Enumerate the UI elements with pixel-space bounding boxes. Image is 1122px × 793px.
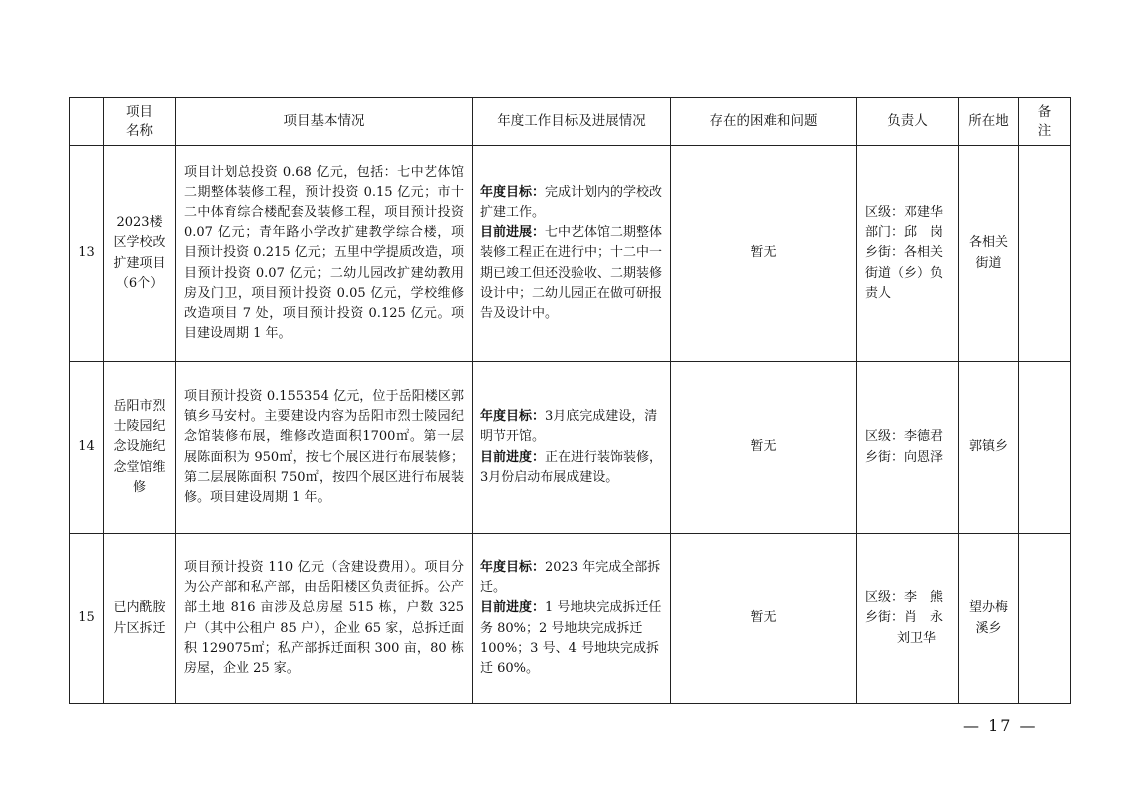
- row-number: 15: [70, 534, 104, 704]
- note: [1019, 362, 1071, 534]
- progress-label: 目前进度：: [480, 449, 546, 465]
- header-note: 备注: [1019, 98, 1071, 146]
- header-name: 项目名称: [104, 98, 176, 146]
- issue-text: 暂无: [671, 534, 857, 704]
- header-issue: 存在的困难和问题: [671, 98, 857, 146]
- issue-text: 暂无: [671, 362, 857, 534]
- responsible-person: [857, 362, 959, 534]
- location: 望办梅溪乡: [959, 534, 1019, 704]
- row-number: 13: [70, 146, 104, 362]
- header-num: [70, 98, 104, 146]
- header-loc: 所在地: [959, 98, 1019, 146]
- table-row: [70, 534, 1071, 704]
- goal-progress: [473, 362, 671, 534]
- resp-line: 乡街：各相关街道（乡）负责人: [865, 245, 944, 301]
- goal-progress: [473, 146, 671, 362]
- location: 郭镇乡: [959, 362, 1019, 534]
- project-basic-info: 项目预计投资 110 亿元（含建设费用）。项目分为公产部和私产部，由岳阳楼区负责征拆。公产部土地 816 亩涉及总房屋 515 栋，户数 325 户（其中公租户 85 户），企业 65 家，总拆迁面积 129075㎡；私产部拆迁面积 300 亩，80 栋房屋，企业 25 家。: [176, 534, 473, 704]
- page-number: — 17 —: [963, 716, 1038, 735]
- resp-line: 刘卫华: [896, 630, 936, 646]
- header-resp: 负责人: [857, 98, 959, 146]
- goal-label: 年度目标：: [480, 560, 546, 576]
- header-basic: 项目基本情况: [176, 98, 473, 146]
- row-number: 14: [70, 362, 104, 534]
- location: 各相关街道: [959, 146, 1019, 362]
- responsible-person: [857, 534, 959, 704]
- header-goal: 年度工作目标及进展情况: [473, 98, 671, 146]
- project-name: 2023楼区学校改扩建项目（6个）: [104, 146, 176, 362]
- resp-line: 部门：邱 岗: [865, 225, 944, 241]
- goal-text: 2023 年完成全部拆迁。: [480, 560, 661, 596]
- project-name: 已内酰胺片区拆迁: [104, 534, 176, 704]
- note: [1019, 534, 1071, 704]
- table-row: [70, 362, 1071, 534]
- goal-progress: [473, 534, 671, 704]
- resp-line: 乡街：向恩泽: [865, 449, 944, 465]
- responsible-person: [857, 146, 959, 362]
- issue-text: 暂无: [671, 146, 857, 362]
- progress-label: 目前进展：: [480, 225, 546, 241]
- table-row: [70, 146, 1071, 362]
- project-table: [69, 97, 1071, 704]
- goal-label: 年度目标：: [480, 185, 546, 200]
- progress-text: 七中艺体馆二期整体装修工程正在进行中；十二中一期已竣工但还没验收、二期装修设计中；二幼儿园正在做可研报告及设计中。: [480, 225, 663, 321]
- progress-text: 1 号地块完成拆迁任务 80%；2 号地块完成拆迁 100%；3 号、4 号地块完成拆迁 60%。: [480, 600, 662, 676]
- goal-text: 3月底完成建设，清明节开馆。: [480, 409, 658, 445]
- resp-line: 区级：邓建华: [865, 205, 944, 221]
- progress-text: 正在进行装饰装修，3月份启动布展成建设。: [480, 449, 663, 485]
- header-row: [70, 98, 1071, 146]
- progress-label: 目前进度：: [480, 600, 546, 616]
- resp-line: 区级：李德君: [865, 429, 944, 445]
- goal-text: 完成计划内的学校改扩建工作。: [480, 185, 663, 221]
- project-basic-info: 项目预计投资 0.155354 亿元，位于岳阳楼区郭镇乡马安村。主要建设内容为岳阳市烈士陵园纪念馆装修布展，维修改造面积1700㎡。第一层展陈面积为 950㎡，按七个展区进行布展装修；第二层展陈面积 750㎡，按四个展区进行布展装修。项目建设周期 1 年。: [176, 362, 473, 534]
- resp-line: 区级：李 熊: [865, 590, 944, 606]
- project-name: 岳阳市烈士陵园纪念设施纪念堂馆维修: [104, 362, 176, 534]
- project-basic-info: 项目计划总投资 0.68 亿元，包括：七中艺体馆二期整体装修工程，预计投资 0.15 亿元；市十二中体育综合楼配套及装修工程，项目预计投资 0.07 亿元；青年路小学改扩建教学综合楼，项目预计投资 0.215 亿元；五里中学提质改造，项目预计投资 0.07 亿元；二幼儿园改扩建幼教用房及门卫，项目预计投资 0.05 亿元，学校维修改造项目 7 处，项目预计投资 0.125 亿元。项目建设周期 1 年。: [176, 146, 473, 362]
- note: [1019, 146, 1071, 362]
- goal-label: 年度目标：: [480, 409, 546, 425]
- resp-line: 乡街：肖 永: [865, 610, 944, 626]
